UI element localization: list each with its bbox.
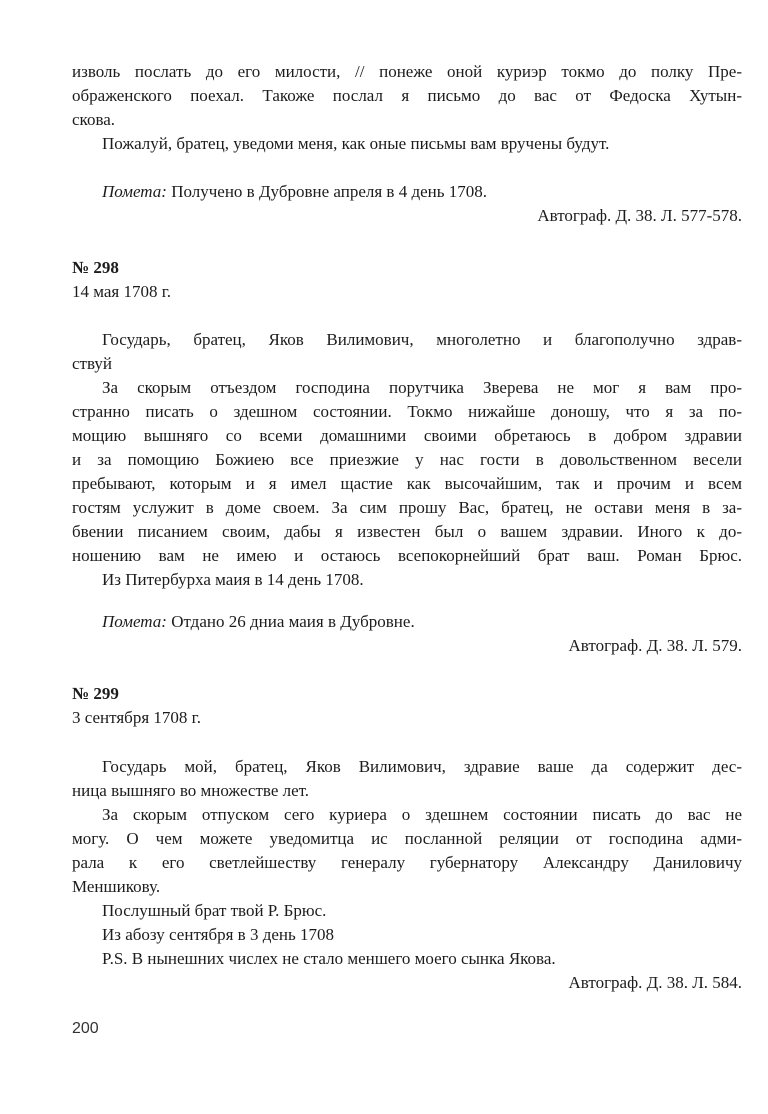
body-line: Послушный брат твой Р. Брюс. xyxy=(102,901,327,920)
document-298-body xyxy=(72,328,742,592)
intro-line-1: изволь послать до его милости, // понеже оной куриэр токмо до полку Пре- xyxy=(72,62,742,81)
document-date: 14 мая 1708 г. xyxy=(72,282,172,301)
body-line: рала к его светлейшеству генералу губернатору Александру Даниловичу xyxy=(72,853,742,872)
intro-note xyxy=(72,180,742,228)
document-298-note xyxy=(72,610,742,658)
note-label: Помета: xyxy=(102,612,167,631)
source-citation: Автограф. Д. 38. Л. 584. xyxy=(568,973,742,992)
document-date: 3 сентября 1708 г. xyxy=(72,708,201,727)
intro-line-3: скова. xyxy=(72,110,116,129)
body-line: За скорым отъездом господина порутчика Зверева не мог я вам про- xyxy=(102,378,742,397)
body-line: бвении писанием своим, дабы я известен был о вашем здравии. Иного к до- xyxy=(72,522,742,541)
note-text: Отдано 26 дниа маия в Дубровне. xyxy=(166,612,415,631)
source-citation: Автограф. Д. 38. Л. 579. xyxy=(568,636,742,655)
document-299-header xyxy=(72,682,742,730)
body-line: гостям услужит в доме своем. За сим прошу Вас, братец, не остави меня в за- xyxy=(72,498,742,517)
body-line: странно писать о здешном состоянии. Токмо нижайше доношу, что я за по- xyxy=(72,402,742,421)
body-line: ствуй xyxy=(72,354,113,373)
body-line: Из абозу сентября в 3 день 1708 xyxy=(102,925,335,944)
body-line: Меншикову. xyxy=(72,877,161,896)
source-citation: Автограф. Д. 38. Л. 577-578. xyxy=(537,206,742,225)
body-line: мощию вышняго со всеми домашними своими обретаюсь в добром здравии xyxy=(72,426,742,445)
body-line: Государь, братец, Яков Вилимович, многолетно и благополучно здрав- xyxy=(102,330,742,349)
document-298-header xyxy=(72,256,742,304)
body-line: и за помощию Божиею все приезжие у нас гости в довольственном весели xyxy=(72,450,742,469)
body-line: ношению вам не имею и остаюсь всепокорнейший брат ваш. Роман Брюс. xyxy=(72,546,742,565)
intro-line-2: ображенского поехал. Такоже послал я письмо до вас от Федоска Хутын- xyxy=(72,86,742,105)
page-number: 200 xyxy=(72,1020,99,1037)
body-line: пребывают, которым и я имел щастие как высочайшим, так и прочим и всем xyxy=(72,474,742,493)
note-label: Помета: xyxy=(102,182,167,201)
body-line: P.S. В нынешних числех не стало меншего моего сынка Якова. xyxy=(102,949,556,968)
body-line: За скорым отпуском сего куриера о здешнем состоянии писать до вас не xyxy=(102,805,742,824)
intro-section xyxy=(72,60,742,156)
intro-closing: Пожалуй, братец, уведоми меня, как оные письмы вам вручены будут. xyxy=(102,134,610,153)
body-line: ница вышняго во множестве лет. xyxy=(72,781,310,800)
body-line: Государь мой, братец, Яков Вилимович, здравие ваше да содержит дес- xyxy=(102,757,742,776)
body-line: могу. О чем можете уведомитца ис посланной реляции от господина адми- xyxy=(72,829,742,848)
document-number: № 299 xyxy=(72,684,119,703)
body-line: Из Питербурха маия в 14 день 1708. xyxy=(102,570,364,589)
note-text: Получено в Дубровне апреля в 4 день 1708. xyxy=(166,182,487,201)
document-number: № 298 xyxy=(72,258,119,277)
document-299-body xyxy=(72,755,742,995)
